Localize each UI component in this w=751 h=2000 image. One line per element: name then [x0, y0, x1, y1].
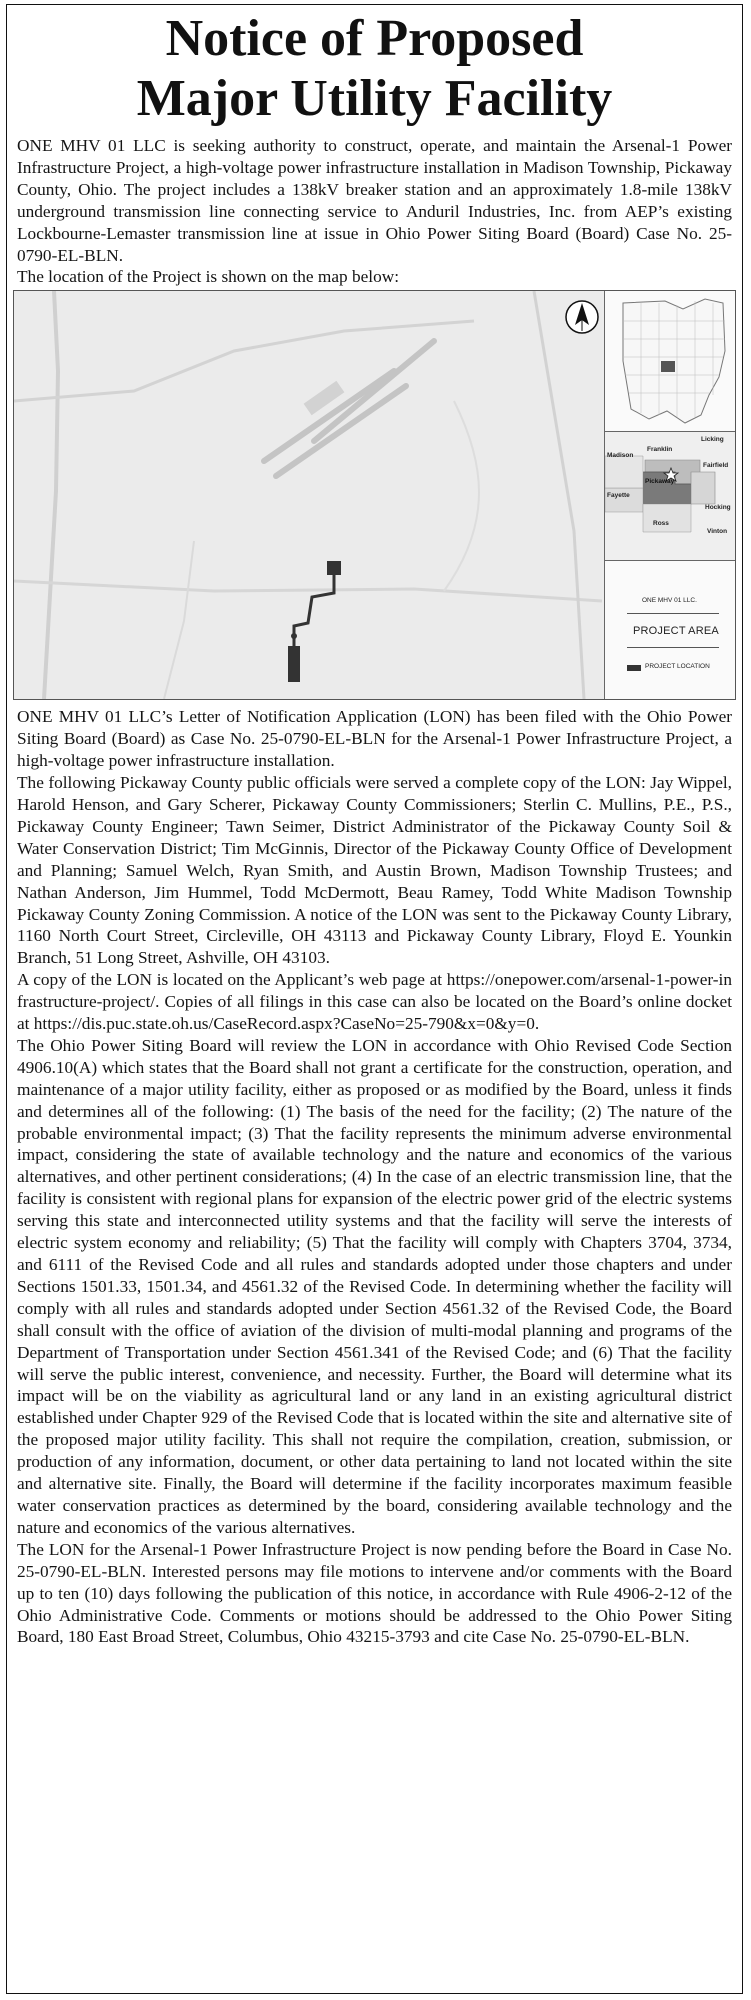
legend-location-label: PROJECT LOCATION [645, 663, 710, 671]
title-line-1: Notice of Proposed [165, 10, 584, 67]
public-notice [6, 4, 743, 1994]
body-paragraph-5: The LON for the Arsenal-1 Power Infrastructure Project is now pending before the Board in Case No. 25-0790-EL-BLN. Interested persons may file motions to intervene and/or comments with the Board up to ten (10) days following the publication of this notice, in accordance with Rule 4906-2-12 of the Ohio Administrative Code. Comments or motions should be addressed to the Ohio Power Siting Board, 180 East Broad Street, Columbus, Ohio 43215-3793 and cite Case No. 25-0790-EL-BLN. [17, 1539, 732, 1647]
county-label-pickaway: Pickaway [645, 478, 675, 486]
county-label-vinton: Vinton [707, 528, 728, 536]
map-intro: The location of the Project is shown on the map below: [17, 267, 400, 287]
county-label-franklin: Franklin [647, 446, 673, 454]
county-inset [605, 432, 736, 561]
legend-area-title: PROJECT AREA [633, 625, 719, 638]
map-sidebar [604, 291, 736, 699]
county-label-fayette: Fayette [607, 492, 630, 500]
notice-body [7, 706, 742, 1648]
title-line-2: Major Utility Facility [136, 70, 613, 127]
body-paragraph-1: ONE MHV 01 LLC’s Letter of Notification Application (LON) has been filed with the Ohio Power Siting Board (Board) as Case No. 25-0790-EL-BLN for the Arsenal-1 Power Infrastructure Project, a high-voltage power infrastructure installation. [17, 707, 732, 771]
county-label-ross: Ross [653, 520, 669, 528]
legend-divider [627, 647, 719, 648]
county-label-madison: Madison [607, 452, 634, 460]
county-label-licking: Licking [701, 436, 724, 444]
ohio-locator [605, 291, 736, 432]
legend-swatch [627, 665, 641, 671]
body-paragraph-4: The Ohio Power Siting Board will review the LON in accordance with Ohio Revised Code Section 4906.10(A) which states that the Board shall not grant a certificate for the construction, operation, and maintenance of a major utility facility, either as proposed or as modified by the Board, unless it finds and determines all of the following: (1) The basis of the need for the facility; (2) The nature of the probable environmental impact; (3) That the facility represents the minimum adverse environmental impact, considering the state of available technology and the nature and economics of the various alternatives, and other pertinent considerations; (4) In the case of an electric transmission line, that the facility is consistent with regional plans for expansion of the electric power grid of the electric systems serving this state and interconnected utility systems and that the facility will serve the interests of electric system economy and reliability; (5) That the facility will comply with Chapters 3704, 3734, and 6111 of the Revised Code and all rules and standards adopted under those chapters and under Sections 1501.33, 1501.34, and 4561.32 of the Revised Code. In determining whether the facility will comply with all rules and standards adopted under Section 4561.32 of the Revised Code, the Board shall consult with the office of aviation of the division of multi-modal planning and programs of the Department of Transportation under Section 4561.341 of the Revised Code; and (6) That the facility will serve the public interest, convenience, and necessity. Further, the Board will determine what its impact will be on the viability as agricultural land or any land in an existing agricultural district established under Chapter 929 of the Revised Code that is located within the site and alternative site of the proposed major utility facility. This shall not require the compilation, creation, submission, or production of any information, document, or other data pertaining to land not located within the site and alternative site. Finally, the Board will determine if the facility incorporates maximum feasible water conservation practices as determined by the board, considering available technology and the nature and economics of the various alternatives. [17, 1035, 732, 1537]
map-legend [605, 561, 736, 699]
legend-divider [627, 613, 719, 614]
intro-section [7, 135, 742, 288]
notice-title [7, 9, 742, 129]
pickaway-locator-mark [661, 361, 675, 372]
project-map [13, 290, 736, 700]
ohio-state-outline [605, 291, 736, 431]
body-paragraph-2: The following Pickaway County public officials were served a complete copy of the LON: Jay Wippel, Harold Henson, and Gary Scherer, Pickaway County Commissioners; Sterlin C. Mullins, P.E., P.S., Pickaway County Engineer; Tawn Seimer, District Administrator of the Pickaway County Soil & Water Conservation District; Tim McGinnis, Director of the Pickaway County Office of Development and Planning; Samuel Welch, Ryan Smith, and Austin Brown, Madison Township Trustees; and Nathan Anderson, Jim Hummel, Todd McDermott, Beau Ramey, Todd White Madison Township Pickaway County Zoning Commission. A notice of the LON was sent to the Pickaway County Library, 1160 North Court Street, Circleville, OH 43113 and Pickaway County Library, Floyd E. Younkin Branch, 51 Long Street, Ashville, OH 43103. [17, 773, 732, 968]
north-arrow-icon [566, 301, 598, 333]
county-label-hocking: Hocking [705, 504, 731, 512]
county-label-fairfield: Fairfield [703, 462, 729, 470]
body-paragraph-3: A copy of the LON is located on the Applicant’s web page at https://onepower.com/arsenal-1-power-infrastructure-project/. Copies of all filings in this case can also be located on the Board’s online docket at https://dis.puc.state.oh.us/CaseRecord.aspx?CaseNo=25-790&x=0&y=0. [17, 970, 732, 1034]
intro-paragraph: ONE MHV 01 LLC is seeking authority to construct, operate, and maintain the Arsenal-1 Power Infrastructure Project, a high-voltage power infrastructure installation in Madison Township, Pickaway County, Ohio. The project includes a 138kV breaker station and an approximately 1.8-mile 138kV underground transmission line connecting service to Anduril Industries, Inc. from AEP’s existing Lockbourne-Lemaster transmission line at issue in Ohio Power Siting Board (Board) Case No. 25-0790-EL-BLN. [17, 136, 732, 265]
aerial-map [14, 291, 602, 699]
legend-company: ONE MHV 01 LLC. [642, 597, 697, 605]
